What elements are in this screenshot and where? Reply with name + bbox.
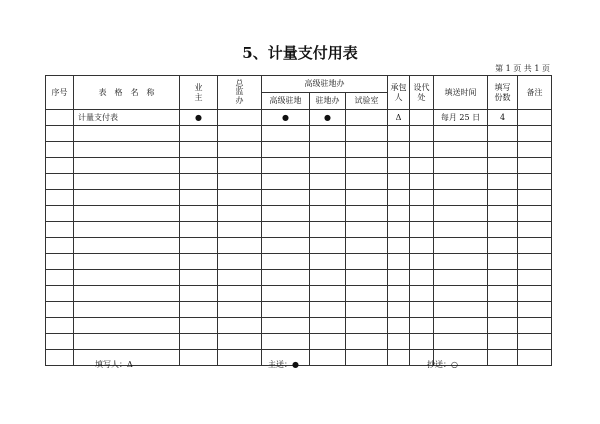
cell-station [310, 286, 346, 302]
cell-name [74, 190, 180, 206]
cell-remark [518, 158, 552, 174]
cell-contractor: Δ [388, 110, 410, 126]
cell-owner: ● [180, 110, 218, 126]
cell-owner [180, 222, 218, 238]
cell-copies: 4 [488, 110, 518, 126]
cell-send-time [434, 222, 488, 238]
cell-station [310, 206, 346, 222]
cell-send-time [434, 190, 488, 206]
cell-name: 计量支付表 [74, 110, 180, 126]
cell-remark [518, 286, 552, 302]
cell-name [74, 126, 180, 142]
cell-contractor [388, 158, 410, 174]
cell-contractor [388, 206, 410, 222]
cell-contractor [388, 270, 410, 286]
table-body [46, 110, 552, 366]
cell-station [310, 350, 346, 366]
table-row [46, 174, 552, 190]
cell-remark [518, 174, 552, 190]
footer-main-send: 主送：● [268, 360, 299, 369]
cell-supervisor [218, 142, 262, 158]
form-table [45, 75, 552, 366]
cell-supervisor [218, 110, 262, 126]
cell-send-time [434, 174, 488, 190]
cell-send-time [434, 158, 488, 174]
cell-lab [346, 126, 388, 142]
cell-resident [262, 238, 310, 254]
table-row [46, 254, 552, 270]
cell-resident [262, 270, 310, 286]
cell-supervisor [218, 238, 262, 254]
footer-filler: 填写人：Δ [95, 360, 133, 369]
cell-remark [518, 334, 552, 350]
cell-contractor [388, 334, 410, 350]
cell-seq [46, 190, 74, 206]
cell-supervisor [218, 350, 262, 366]
cell-owner [180, 286, 218, 302]
cell-owner [180, 334, 218, 350]
header-lab: 试验室 [346, 93, 388, 110]
cell-lab [346, 350, 388, 366]
cell-supervisor [218, 286, 262, 302]
cell-designer [410, 110, 434, 126]
cell-resident [262, 318, 310, 334]
cell-contractor [388, 190, 410, 206]
table-row [46, 238, 552, 254]
cell-resident [262, 254, 310, 270]
cell-send-time [434, 206, 488, 222]
cell-station [310, 270, 346, 286]
cell-resident [262, 142, 310, 158]
cell-resident [262, 190, 310, 206]
cell-resident [262, 286, 310, 302]
cell-owner [180, 206, 218, 222]
cell-lab [346, 318, 388, 334]
document-title: 5、计量支付用表 [242, 44, 358, 62]
cell-seq [46, 350, 74, 366]
cell-lab [346, 254, 388, 270]
cell-designer [410, 334, 434, 350]
cell-lab [346, 190, 388, 206]
table-row [46, 206, 552, 222]
cell-send-time [434, 254, 488, 270]
cell-resident [262, 126, 310, 142]
cell-copies [488, 334, 518, 350]
header-name: 表 格 名 称 [74, 76, 180, 110]
cell-owner [180, 318, 218, 334]
cell-name [74, 174, 180, 190]
header-contractor: 承包 人 [388, 76, 410, 110]
cell-lab [346, 238, 388, 254]
cell-lab [346, 334, 388, 350]
cell-designer [410, 126, 434, 142]
cell-send-time [434, 302, 488, 318]
cell-copies [488, 158, 518, 174]
cell-remark [518, 110, 552, 126]
cell-designer [410, 318, 434, 334]
cell-seq [46, 254, 74, 270]
cell-owner [180, 158, 218, 174]
cell-supervisor [218, 318, 262, 334]
cell-supervisor [218, 158, 262, 174]
cell-copies [488, 302, 518, 318]
cell-remark [518, 254, 552, 270]
cell-designer [410, 270, 434, 286]
cell-owner [180, 126, 218, 142]
cell-designer [410, 222, 434, 238]
cell-remark [518, 318, 552, 334]
cell-supervisor [218, 302, 262, 318]
cell-contractor [388, 142, 410, 158]
cell-seq [46, 270, 74, 286]
cell-designer [410, 158, 434, 174]
cell-station: ● [310, 110, 346, 126]
cell-copies [488, 270, 518, 286]
cell-resident: ● [262, 110, 310, 126]
table-row [46, 334, 552, 350]
cell-seq [46, 238, 74, 254]
cell-name [74, 254, 180, 270]
cell-seq [46, 110, 74, 126]
table-row [46, 270, 552, 286]
cell-contractor [388, 318, 410, 334]
cell-supervisor [218, 174, 262, 190]
cell-contractor [388, 238, 410, 254]
cell-remark [518, 270, 552, 286]
cell-lab [346, 158, 388, 174]
cell-copies [488, 238, 518, 254]
cell-seq [46, 126, 74, 142]
cell-contractor [388, 174, 410, 190]
cell-copies [488, 174, 518, 190]
cell-station [310, 174, 346, 190]
cell-designer [410, 142, 434, 158]
header-station: 驻地办 [310, 93, 346, 110]
cell-seq [46, 286, 74, 302]
cell-seq [46, 158, 74, 174]
cell-name [74, 334, 180, 350]
cell-owner [180, 350, 218, 366]
cell-lab [346, 142, 388, 158]
table-row [46, 158, 552, 174]
table-row [46, 110, 552, 126]
cell-name [74, 238, 180, 254]
table-row [46, 286, 552, 302]
cell-designer [410, 206, 434, 222]
cell-copies [488, 206, 518, 222]
header-copies: 填写 份数 [488, 76, 518, 110]
cell-station [310, 318, 346, 334]
cell-seq [46, 302, 74, 318]
cell-station [310, 334, 346, 350]
cell-lab [346, 302, 388, 318]
cell-name [74, 318, 180, 334]
cell-seq [46, 174, 74, 190]
cell-send-time [434, 142, 488, 158]
cell-copies [488, 142, 518, 158]
cell-name [74, 302, 180, 318]
table-row [46, 142, 552, 158]
cell-contractor [388, 286, 410, 302]
cell-owner [180, 254, 218, 270]
cell-station [310, 302, 346, 318]
cell-supervisor [218, 126, 262, 142]
cell-designer [410, 190, 434, 206]
cell-resident [262, 174, 310, 190]
cell-resident [262, 334, 310, 350]
cell-station [310, 238, 346, 254]
cell-remark [518, 350, 552, 366]
page-number: 第 1 页 共 1 页 [495, 64, 550, 73]
cell-designer [410, 286, 434, 302]
cell-send-time [434, 318, 488, 334]
cell-name [74, 158, 180, 174]
header-send-time: 填送时间 [434, 76, 488, 110]
table-row [46, 302, 552, 318]
cell-station [310, 222, 346, 238]
cell-copies [488, 350, 518, 366]
cell-owner [180, 238, 218, 254]
cell-contractor [388, 350, 410, 366]
cell-seq [46, 222, 74, 238]
cell-name [74, 270, 180, 286]
cell-supervisor [218, 270, 262, 286]
header-designer: 设代 处 [410, 76, 434, 110]
table-row [46, 126, 552, 142]
cell-copies [488, 190, 518, 206]
cell-owner [180, 270, 218, 286]
cell-send-time [434, 270, 488, 286]
cell-remark [518, 142, 552, 158]
cell-copies [488, 126, 518, 142]
cell-resident [262, 158, 310, 174]
cell-owner [180, 302, 218, 318]
cell-seq [46, 318, 74, 334]
cell-designer [410, 302, 434, 318]
cell-seq [46, 206, 74, 222]
header-resident: 高级驻地 [262, 93, 310, 110]
cell-remark [518, 238, 552, 254]
cell-remark [518, 302, 552, 318]
cell-resident [262, 302, 310, 318]
cell-remark [518, 126, 552, 142]
cell-copies [488, 286, 518, 302]
cell-owner [180, 174, 218, 190]
cell-station [310, 158, 346, 174]
cell-designer [410, 254, 434, 270]
cell-contractor [388, 254, 410, 270]
cell-copies [488, 222, 518, 238]
cell-supervisor [218, 222, 262, 238]
cell-name [74, 286, 180, 302]
cell-name [74, 206, 180, 222]
cell-lab [346, 270, 388, 286]
cell-resident [262, 222, 310, 238]
cell-designer [410, 238, 434, 254]
cell-lab [346, 206, 388, 222]
cell-lab [346, 174, 388, 190]
cell-contractor [388, 126, 410, 142]
cell-remark [518, 190, 552, 206]
cell-resident [262, 206, 310, 222]
header-owner: 业 主 [180, 76, 218, 110]
cell-contractor [388, 302, 410, 318]
header-row [46, 76, 552, 93]
table-row [46, 318, 552, 334]
header-remark: 备注 [518, 76, 552, 110]
footer-cc: 抄送：○ [427, 360, 458, 369]
cell-supervisor [218, 190, 262, 206]
cell-owner [180, 142, 218, 158]
cell-seq [46, 142, 74, 158]
cell-send-time [434, 126, 488, 142]
cell-send-time [434, 238, 488, 254]
cell-station [310, 126, 346, 142]
cell-remark [518, 206, 552, 222]
cell-remark [518, 222, 552, 238]
header-resident-group: 高级驻地办 [262, 76, 388, 93]
cell-lab [346, 110, 388, 126]
cell-contractor [388, 222, 410, 238]
header-supervisor: 总 监 办 [218, 76, 262, 110]
cell-supervisor [218, 254, 262, 270]
cell-owner [180, 190, 218, 206]
cell-supervisor [218, 334, 262, 350]
cell-lab [346, 286, 388, 302]
table-row [46, 190, 552, 206]
cell-seq [46, 334, 74, 350]
cell-lab [346, 222, 388, 238]
cell-designer [410, 174, 434, 190]
table-row [46, 222, 552, 238]
cell-send-time [434, 334, 488, 350]
cell-station [310, 190, 346, 206]
cell-name [74, 142, 180, 158]
header-seq: 序号 [46, 76, 74, 110]
cell-copies [488, 254, 518, 270]
cell-send-time [434, 286, 488, 302]
cell-supervisor [218, 206, 262, 222]
cell-station [310, 142, 346, 158]
cell-copies [488, 318, 518, 334]
cell-station [310, 254, 346, 270]
cell-name [74, 222, 180, 238]
cell-send-time: 每月 25 日 [434, 110, 488, 126]
